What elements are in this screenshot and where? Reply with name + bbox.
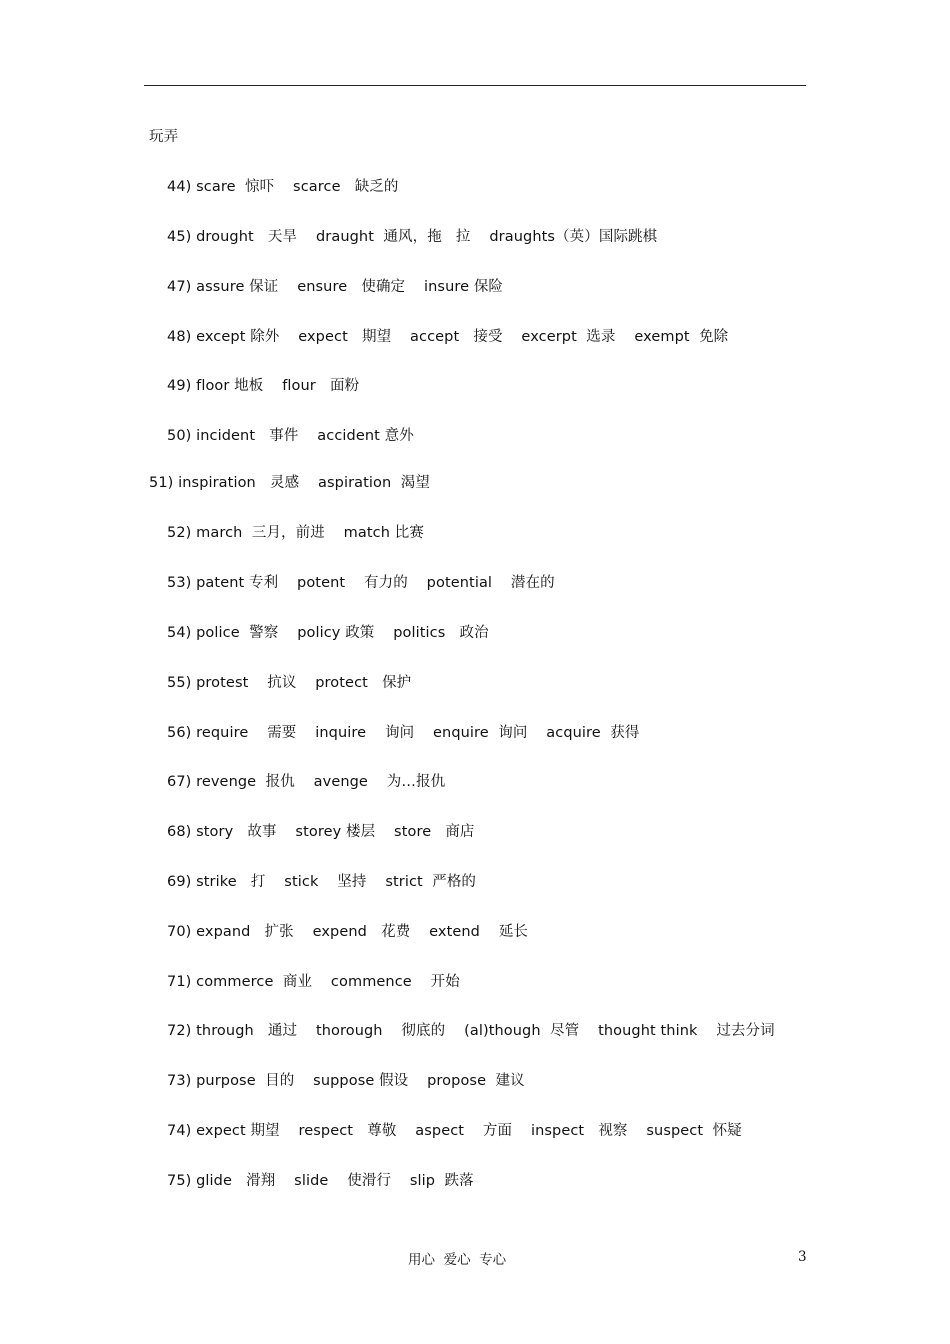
- list-item: 48) except 除外 expect 期望 accept 接受 excerpt 选录 exempt 免除: [167, 329, 729, 345]
- list-item: 44) scare 惊吓 scarce 缺乏的: [167, 179, 399, 195]
- list-item: 56) require 需要 inquire 询问 enquire 询问 acquire 获得: [167, 725, 640, 741]
- list-item: 55) protest 抗议 protect 保护: [167, 675, 412, 691]
- list-item: 54) police 警察 policy 政策 politics 政治: [167, 625, 489, 641]
- list-item: 75) glide 滑翔 slide 使滑行 slip 跌落: [167, 1173, 474, 1189]
- carry-over-text: 玩弄: [149, 129, 179, 145]
- list-item: 71) commerce 商业 commence 开始: [167, 974, 460, 990]
- list-item: 68) story 故事 storey 楼层 store 商店: [167, 824, 475, 840]
- list-item: 53) patent 专利 potent 有力的 potential 潜在的: [167, 575, 555, 591]
- list-item: 49) floor 地板 flour 面粉: [167, 378, 360, 394]
- list-item: 50) incident 事件 accident 意外: [167, 428, 414, 444]
- list-item: 51) inspiration 灵感 aspiration 渴望: [149, 475, 430, 491]
- list-item: 73) purpose 目的 suppose 假设 propose 建议: [167, 1073, 525, 1089]
- list-item: 72) through 通过 thorough 彻底的 (al)though 尽管 thought think 过去分词: [167, 1023, 775, 1039]
- list-item: 47) assure 保证 ensure 使确定 insure 保险: [167, 279, 504, 295]
- list-item: 74) expect 期望 respect 尊敬 aspect 方面 inspect 视察 suspect 怀疑: [167, 1123, 742, 1139]
- list-item: 45) drought 天旱 draught 通风，拖 拉 draughts（英）国际跳棋: [167, 229, 658, 245]
- list-item: 52) march 三月，前进 match 比赛: [167, 525, 424, 541]
- list-item: 70) expand 扩张 expend 花费 extend 延长: [167, 924, 529, 940]
- list-item: 67) revenge 报仇 avenge 为…报仇: [167, 774, 446, 790]
- page-number: 3: [798, 1249, 807, 1265]
- header-rule: [144, 85, 806, 86]
- list-item: 69) strike 打 stick 坚持 strict 严格的: [167, 874, 477, 890]
- footer-motto: 用心 爱心 专心: [408, 1252, 507, 1268]
